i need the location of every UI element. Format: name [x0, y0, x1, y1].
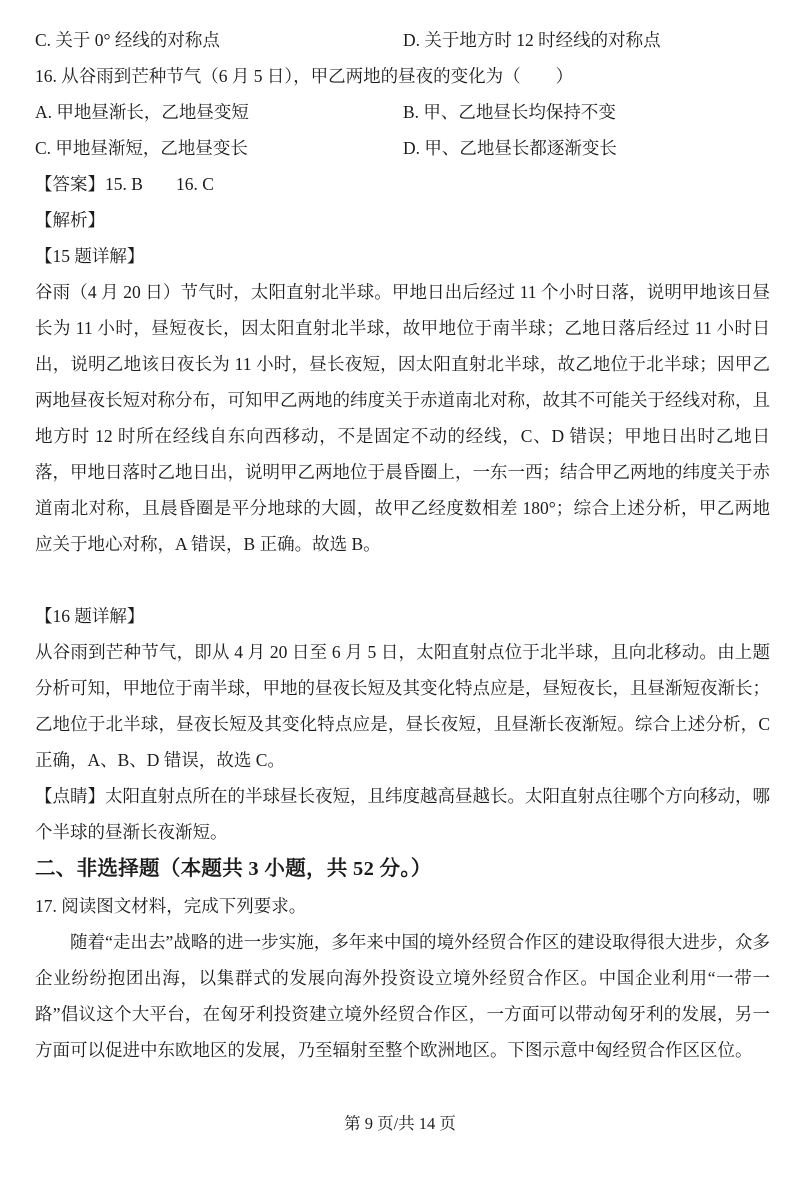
page-footer: 第 9 页/共 14 页	[344, 1114, 456, 1133]
q16-option-c: C. 甲地昼渐短，乙地昼变长	[35, 138, 248, 158]
q15-options-row	[35, 22, 770, 58]
q15-option-c: C. 关于 0° 经线的对称点	[35, 30, 220, 50]
q16-stem: 16. 从谷雨到芒种节气（6 月 5 日），甲乙两地的昼夜的变化为（ ）	[35, 66, 574, 86]
tip-text: 【点睛】太阳直射点所在的半球昼长夜短，且纬度越高昼越长。太阳直射点往哪个方向移动，哪个半球的昼渐长夜渐短。	[35, 786, 770, 842]
q16-options-row-cd	[35, 130, 770, 166]
analysis-label: 【解析】	[35, 210, 105, 230]
q16-option-d: D. 甲、乙地昼长都逐渐变长	[403, 138, 617, 158]
q15-option-d: D. 关于地方时 12 时经线的对称点	[403, 30, 661, 50]
q16-options-row-ab	[35, 94, 770, 130]
q15-analysis-header: 【15 题详解】	[35, 246, 145, 266]
q15-analysis-text: 谷雨（4 月 20 日）节气时，太阳直射北半球。甲地日出后经过 11 个小时日落，说明甲地该日昼长为 11 小时，昼短夜长，因太阳直射北半球，故甲地位于南半球；乙地日落后经过 11 小时日出，说明乙地该日夜长为 11 小时，昼长夜短，因太阳直射北半球，故乙地位于北半球；因甲乙两地昼夜长短对称分布，可知甲乙两地的纬度关于赤道南北对称，故其不可能关于经线对称，且地方时 12 时所在经线自东向西移动，不是固定不动的经线，C、D 错误；甲地日出时乙地日落，甲地日落时乙地日出，说明甲乙两地位于晨昏圈上，一东一西；结合甲乙两地的纬度关于赤道南北对称，且晨昏圈是平分地球的大圆，故甲乙经度数相差 180°；综合上述分析，甲乙两地应关于地心对称，A 错误，B 正确。故选 B。	[35, 282, 770, 554]
q17-stem: 17. 阅读图文材料，完成下列要求。	[35, 896, 307, 916]
q16-analysis-header: 【16 题详解】	[35, 606, 145, 626]
answer-q15: 15. B	[105, 174, 143, 194]
answer-q16: 16. C	[175, 174, 214, 194]
q16-analysis-text: 从谷雨到芒种节气，即从 4 月 20 日至 6 月 5 日，太阳直射点位于北半球，且向北移动。由上题分析可知，甲地位于南半球，甲地的昼夜长短及其变化特点应是，昼短夜长，且昼渐短夜渐长；乙地位于北半球，昼夜长短及其变化特点应是，昼长夜短，且昼渐长夜渐短。综合上述分析，C 正确，A、B、D 错误，故选 C。	[35, 642, 770, 770]
section2-heading: 二、非选择题（本题共 3 小题，共 52 分。）	[35, 858, 432, 880]
answer-line	[35, 166, 770, 202]
answer-label: 【答案】	[35, 174, 105, 194]
q16-option-b: B. 甲、乙地昼长均保持不变	[403, 102, 616, 122]
q17-material: 随着“走出去”战略的进一步实施，多年来中国的境外经贸合作区的建设取得很大进步，众多企业纷纷抱团出海，以集群式的发展向海外投资设立境外经贸合作区。中国企业利用“一带一路”倡议这个大平台，在匈牙利投资建立境外经贸合作区，一方面可以带动匈牙利的发展，另一方面可以促进中东欧地区的发展，乃至辐射至整个欧洲地区。下图示意中匈经贸合作区区位。	[35, 932, 770, 1060]
q16-option-a: A. 甲地昼渐长，乙地昼变短	[35, 102, 249, 122]
